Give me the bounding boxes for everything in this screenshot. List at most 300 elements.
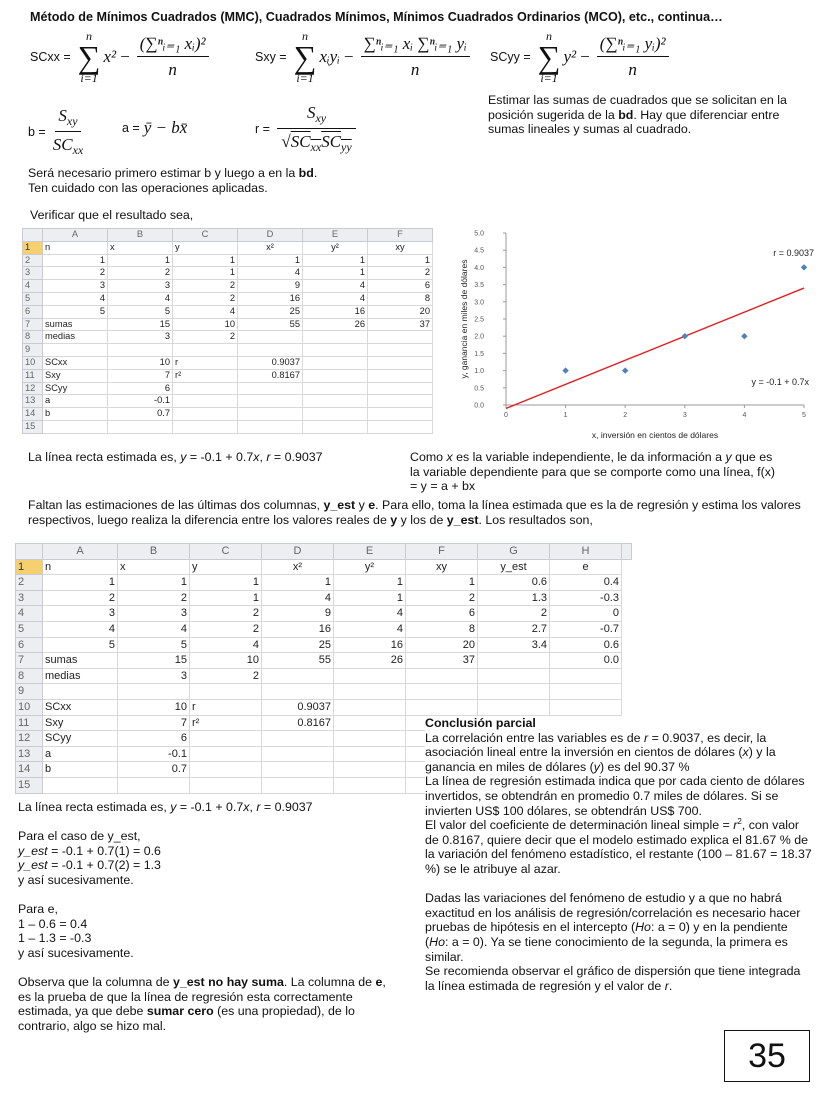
column-header[interactable]: B: [108, 229, 173, 242]
y-tick-label: 2.5: [474, 316, 484, 324]
column-header[interactable]: C: [173, 229, 238, 242]
cell[interactable]: [43, 420, 108, 433]
cell[interactable]: 2: [118, 590, 190, 606]
expression: ȳ − bx̄: [143, 118, 188, 137]
x-tick-label: 1: [563, 412, 568, 419]
text-segment: r: [256, 800, 261, 814]
column-header[interactable]: F: [406, 544, 478, 560]
cell[interactable]: medias: [43, 331, 108, 344]
cell[interactable]: 3: [43, 280, 108, 293]
row-number[interactable]: 9: [23, 344, 43, 357]
cell[interactable]: [190, 684, 262, 700]
cell[interactable]: 16: [303, 305, 368, 318]
cell[interactable]: [238, 395, 303, 408]
numerator: (∑ⁿᵢ₌₁ xᵢ)²: [137, 34, 209, 57]
cell[interactable]: xy: [406, 559, 478, 575]
cell[interactable]: [190, 746, 262, 762]
cell[interactable]: r²: [190, 715, 262, 731]
cell[interactable]: 37: [406, 653, 478, 669]
text-segment: 1 – 0.6 = 0.4: [18, 916, 88, 931]
cell[interactable]: 4: [173, 305, 238, 318]
text-segment: .: [668, 978, 673, 993]
cell[interactable]: r: [190, 699, 262, 715]
cell[interactable]: y²: [303, 241, 368, 254]
formula-scyy: [490, 30, 672, 84]
cell[interactable]: [478, 699, 550, 715]
cell[interactable]: 0.9037: [238, 356, 303, 369]
cell[interactable]: 16: [238, 292, 303, 305]
cell[interactable]: 0.7: [118, 762, 190, 778]
cell[interactable]: 3: [43, 606, 118, 622]
filler: [622, 559, 632, 575]
fraction: [361, 34, 470, 80]
cell[interactable]: [173, 408, 238, 421]
cell[interactable]: [303, 408, 368, 421]
row-number[interactable]: 4: [16, 606, 43, 622]
numerator: [55, 106, 80, 132]
row-number[interactable]: 7: [16, 653, 43, 669]
cell[interactable]: [334, 731, 406, 747]
cell[interactable]: SCxx: [43, 699, 118, 715]
cell[interactable]: 20: [368, 305, 433, 318]
cell[interactable]: 1: [238, 254, 303, 267]
cell[interactable]: 2: [173, 280, 238, 293]
cell[interactable]: [368, 344, 433, 357]
cell[interactable]: n: [43, 559, 118, 575]
cell[interactable]: [190, 762, 262, 778]
cell[interactable]: 1.3: [478, 590, 550, 606]
cell[interactable]: 1: [334, 575, 406, 591]
cell[interactable]: y²: [334, 559, 406, 575]
cell[interactable]: [108, 344, 173, 357]
cell[interactable]: n: [43, 241, 108, 254]
cell[interactable]: [303, 395, 368, 408]
numerator: [277, 103, 356, 129]
cell[interactable]: 4: [303, 280, 368, 293]
trendline-equation: y = -0.1 + 0.7x: [751, 377, 809, 387]
cell[interactable]: [118, 777, 190, 793]
row-number[interactable]: 11: [16, 715, 43, 731]
cell[interactable]: [334, 699, 406, 715]
row-number[interactable]: 10: [16, 699, 43, 715]
column-header[interactable]: E: [303, 229, 368, 242]
cell[interactable]: 5: [43, 637, 118, 653]
cell[interactable]: a: [43, 746, 118, 762]
row-number[interactable]: 13: [16, 746, 43, 762]
cell[interactable]: [108, 420, 173, 433]
cell[interactable]: 4: [43, 292, 108, 305]
column-header[interactable]: B: [118, 544, 190, 560]
subscript: yy: [341, 140, 352, 154]
cell[interactable]: 5: [108, 305, 173, 318]
cell[interactable]: r: [173, 356, 238, 369]
cell[interactable]: 0.9037: [262, 699, 334, 715]
cell[interactable]: 1: [262, 575, 334, 591]
cell[interactable]: e: [550, 559, 622, 575]
cell[interactable]: [303, 356, 368, 369]
cell[interactable]: [173, 420, 238, 433]
filler: [622, 621, 632, 637]
cell[interactable]: 26: [334, 653, 406, 669]
cell[interactable]: [303, 369, 368, 382]
row-number[interactable]: 3: [23, 267, 43, 280]
cell[interactable]: 0.8167: [262, 715, 334, 731]
estimated-line-text: [28, 450, 398, 465]
text-segment: . Los resultados son,: [478, 512, 593, 527]
cell[interactable]: 8: [368, 292, 433, 305]
cell[interactable]: 3: [118, 606, 190, 622]
cell[interactable]: [118, 684, 190, 700]
column-header[interactable]: H: [550, 544, 622, 560]
cell[interactable]: [368, 395, 433, 408]
row-number[interactable]: 7: [23, 318, 43, 331]
column-header[interactable]: C: [190, 544, 262, 560]
cell[interactable]: 5: [43, 305, 108, 318]
cell[interactable]: [368, 369, 433, 382]
cell[interactable]: 16: [262, 621, 334, 637]
denominator: n: [410, 60, 420, 79]
row-number[interactable]: 6: [16, 637, 43, 653]
cell[interactable]: 1: [43, 254, 108, 267]
cell[interactable]: [368, 420, 433, 433]
cell[interactable]: [334, 668, 406, 684]
cell[interactable]: 4: [43, 621, 118, 637]
cell[interactable]: 1: [173, 267, 238, 280]
row-number[interactable]: 9: [16, 684, 43, 700]
cell[interactable]: 6: [368, 280, 433, 293]
cell[interactable]: 10: [118, 699, 190, 715]
paragraph: [18, 931, 394, 946]
cell[interactable]: 0.6: [478, 575, 550, 591]
cell[interactable]: 3: [108, 331, 173, 344]
y-tick-label: 0.0: [474, 402, 484, 410]
paragraph: [425, 964, 813, 993]
row-number[interactable]: 4: [23, 280, 43, 293]
cell[interactable]: [173, 382, 238, 395]
text-segment: y así sucesivamente.: [18, 872, 134, 887]
cell[interactable]: 4: [262, 590, 334, 606]
cell[interactable]: [334, 762, 406, 778]
cell[interactable]: [190, 777, 262, 793]
cell[interactable]: 2: [478, 606, 550, 622]
cell[interactable]: 2: [190, 668, 262, 684]
cell[interactable]: 10: [173, 318, 238, 331]
cell[interactable]: x²: [262, 559, 334, 575]
cell[interactable]: 6: [406, 606, 478, 622]
subscript: xx: [72, 143, 84, 157]
cell[interactable]: 1: [118, 575, 190, 591]
cell[interactable]: 4: [190, 637, 262, 653]
cell[interactable]: [190, 731, 262, 747]
x-axis-title: x, inversión en cientos de dólares: [591, 430, 719, 440]
text-segment: y_est no hay suma: [172, 975, 284, 990]
cell[interactable]: 16: [334, 637, 406, 653]
cell[interactable]: -0.3: [550, 590, 622, 606]
cell[interactable]: [262, 731, 334, 747]
cell[interactable]: 1: [173, 254, 238, 267]
cell[interactable]: [478, 653, 550, 669]
cell[interactable]: medias: [43, 668, 118, 684]
cell[interactable]: [173, 395, 238, 408]
cell[interactable]: 1: [334, 590, 406, 606]
text-segment: x: [446, 450, 453, 464]
cell[interactable]: [262, 762, 334, 778]
cell[interactable]: -0.1: [108, 395, 173, 408]
cell[interactable]: [478, 668, 550, 684]
cell[interactable]: [43, 344, 108, 357]
cell[interactable]: xy: [368, 241, 433, 254]
cell[interactable]: 2: [43, 267, 108, 280]
cell[interactable]: 4: [238, 267, 303, 280]
cell[interactable]: 6: [108, 382, 173, 395]
cell[interactable]: [238, 408, 303, 421]
paragraph: [28, 181, 448, 196]
cell[interactable]: [550, 684, 622, 700]
cell[interactable]: 2: [43, 590, 118, 606]
cell[interactable]: [550, 668, 622, 684]
cell[interactable]: [478, 684, 550, 700]
cell[interactable]: 25: [238, 305, 303, 318]
cell[interactable]: 55: [238, 318, 303, 331]
cell[interactable]: Sxy: [43, 715, 118, 731]
column-header-filler: [622, 544, 632, 560]
cell[interactable]: 0.4: [550, 575, 622, 591]
cell[interactable]: 9: [238, 280, 303, 293]
cell[interactable]: y: [190, 559, 262, 575]
text-segment: ) y la ganancia en miles de dólares (: [425, 745, 776, 774]
cell[interactable]: 1: [303, 267, 368, 280]
table-row: [23, 369, 433, 382]
column-header[interactable]: E: [334, 544, 406, 560]
cell[interactable]: [262, 684, 334, 700]
cell[interactable]: [238, 420, 303, 433]
text-segment: y_est: [18, 843, 48, 858]
text-segment: = 0.9037, es decir, la asociación lineal entre la inversión en cientos de dólares (: [425, 730, 767, 760]
text-segment: Faltan las estimaciones de las últimas dos columnas,: [28, 498, 324, 512]
cell[interactable]: [368, 356, 433, 369]
cell[interactable]: y_est: [478, 559, 550, 575]
cell[interactable]: [406, 668, 478, 684]
cell[interactable]: 1: [108, 254, 173, 267]
row-number[interactable]: 5: [16, 621, 43, 637]
cell[interactable]: [406, 684, 478, 700]
cell[interactable]: 3: [118, 668, 190, 684]
cell[interactable]: [303, 420, 368, 433]
row-number[interactable]: 1: [16, 559, 43, 575]
row-number[interactable]: 14: [16, 762, 43, 778]
table-row: [16, 621, 632, 637]
cell[interactable]: x: [118, 559, 190, 575]
row-number[interactable]: 2: [16, 575, 43, 591]
cell[interactable]: -0.1: [118, 746, 190, 762]
cell[interactable]: [334, 777, 406, 793]
numerator: ∑ⁿᵢ₌₁ xᵢ ∑ⁿᵢ₌₁ yᵢ: [361, 34, 470, 57]
cell[interactable]: [303, 382, 368, 395]
cell[interactable]: 1: [368, 254, 433, 267]
sigma: ∑: [293, 39, 317, 75]
cell[interactable]: [368, 331, 433, 344]
cell[interactable]: 2: [108, 267, 173, 280]
cell[interactable]: 2: [173, 331, 238, 344]
row-number[interactable]: 6: [23, 305, 43, 318]
cell[interactable]: x: [108, 241, 173, 254]
filler: [622, 653, 632, 669]
column-header[interactable]: A: [43, 544, 118, 560]
text-segment: Se recomienda observar el gráfico de dispersión que tiene integrada la línea estimada de regresión y el valor de: [425, 964, 801, 993]
paragraph: [18, 888, 394, 903]
cell[interactable]: [303, 331, 368, 344]
cell[interactable]: [262, 777, 334, 793]
cell[interactable]: 55: [262, 653, 334, 669]
cell[interactable]: [550, 699, 622, 715]
cell[interactable]: 1: [406, 575, 478, 591]
row-number[interactable]: 15: [23, 420, 43, 433]
cell[interactable]: 7: [118, 715, 190, 731]
cell[interactable]: 0.0: [550, 653, 622, 669]
filler: [622, 699, 632, 715]
cell[interactable]: 2: [190, 606, 262, 622]
table-row: [23, 331, 433, 344]
cell[interactable]: 0.7: [108, 408, 173, 421]
cell[interactable]: [334, 715, 406, 731]
partial-conclusion: [425, 716, 813, 993]
row-number[interactable]: 1: [23, 241, 43, 254]
cell[interactable]: r²: [173, 369, 238, 382]
cell[interactable]: [368, 382, 433, 395]
column-header[interactable]: D: [262, 544, 334, 560]
numerator: (∑ⁿᵢ₌₁ yᵢ)²: [597, 34, 669, 57]
cell[interactable]: 1: [190, 575, 262, 591]
cell[interactable]: a: [43, 395, 108, 408]
cell[interactable]: y: [173, 241, 238, 254]
cell[interactable]: 15: [108, 318, 173, 331]
row-number[interactable]: 10: [23, 356, 43, 369]
cell[interactable]: 8: [406, 621, 478, 637]
row-number[interactable]: 15: [16, 777, 43, 793]
cell[interactable]: SCxx: [43, 356, 108, 369]
estimate-note: [488, 93, 818, 137]
cell[interactable]: 4: [118, 621, 190, 637]
column-header[interactable]: G: [478, 544, 550, 560]
cell[interactable]: 2: [406, 590, 478, 606]
text-segment: x: [742, 745, 749, 760]
cell[interactable]: [406, 699, 478, 715]
page-title: Método de Mínimos Cuadrados (MMC), Cuadrados Mínimos, Mínimos Cuadrados Ordinarios (MCO), etc., continua…: [30, 10, 723, 24]
cell[interactable]: 3: [108, 280, 173, 293]
cell[interactable]: [238, 382, 303, 395]
cell[interactable]: SCyy: [43, 382, 108, 395]
cell[interactable]: [262, 746, 334, 762]
select-all-corner[interactable]: [23, 229, 43, 242]
cell[interactable]: 3.4: [478, 637, 550, 653]
cell[interactable]: 0.8167: [238, 369, 303, 382]
cell[interactable]: [303, 344, 368, 357]
text-segment: y_est: [18, 858, 48, 873]
cell[interactable]: 15: [118, 653, 190, 669]
cell[interactable]: 25: [262, 637, 334, 653]
paragraph: [425, 818, 813, 876]
cell[interactable]: 1: [190, 590, 262, 606]
cell[interactable]: 5: [118, 637, 190, 653]
cell[interactable]: [334, 684, 406, 700]
cell[interactable]: b: [43, 408, 108, 421]
row-number[interactable]: 8: [16, 668, 43, 684]
row-number[interactable]: 14: [23, 408, 43, 421]
symbol: S: [58, 106, 67, 125]
cell[interactable]: 6: [118, 731, 190, 747]
cell[interactable]: [238, 331, 303, 344]
cell[interactable]: 0.6: [550, 637, 622, 653]
cell[interactable]: [43, 777, 118, 793]
cell[interactable]: 20: [406, 637, 478, 653]
cell[interactable]: Sxy: [43, 369, 108, 382]
row-number[interactable]: 12: [16, 731, 43, 747]
cell[interactable]: 0: [550, 606, 622, 622]
table-row: [23, 267, 433, 280]
spreadsheet-summary: [22, 228, 433, 434]
cell[interactable]: 10: [190, 653, 262, 669]
cell[interactable]: [368, 408, 433, 421]
cell[interactable]: 2: [173, 292, 238, 305]
table-row: [23, 356, 433, 369]
column-header[interactable]: D: [238, 229, 303, 242]
table-row: [23, 408, 433, 421]
cell[interactable]: 4: [334, 621, 406, 637]
cell[interactable]: 9: [262, 606, 334, 622]
cell[interactable]: 2.7: [478, 621, 550, 637]
row-number[interactable]: 3: [16, 590, 43, 606]
row-number[interactable]: 2: [23, 254, 43, 267]
cell[interactable]: 2: [190, 621, 262, 637]
cell[interactable]: [173, 344, 238, 357]
row-number[interactable]: 11: [23, 369, 43, 382]
cell[interactable]: [334, 746, 406, 762]
row-number[interactable]: 12: [23, 382, 43, 395]
missing-columns-text: [28, 498, 818, 527]
filler: [622, 575, 632, 591]
cell[interactable]: 26: [303, 318, 368, 331]
cell[interactable]: x²: [238, 241, 303, 254]
select-all-corner[interactable]: [16, 544, 43, 560]
column-header[interactable]: A: [43, 229, 108, 242]
cell[interactable]: [43, 684, 118, 700]
cell[interactable]: 10: [108, 356, 173, 369]
row-number[interactable]: 5: [23, 292, 43, 305]
row-number[interactable]: 13: [23, 395, 43, 408]
cell[interactable]: 1: [43, 575, 118, 591]
cell[interactable]: 4: [108, 292, 173, 305]
cell[interactable]: 37: [368, 318, 433, 331]
cell[interactable]: SCyy: [43, 731, 118, 747]
formula-scxx: [30, 30, 212, 84]
row-number[interactable]: 8: [23, 331, 43, 344]
cell[interactable]: b: [43, 762, 118, 778]
cell[interactable]: [238, 344, 303, 357]
cell[interactable]: -0.7: [550, 621, 622, 637]
column-header[interactable]: F: [368, 229, 433, 242]
explanation-text: [410, 450, 785, 494]
cell[interactable]: sumas: [43, 653, 118, 669]
cell[interactable]: 4: [334, 606, 406, 622]
cell[interactable]: 4: [303, 292, 368, 305]
cell[interactable]: 2: [368, 267, 433, 280]
cell[interactable]: 1: [303, 254, 368, 267]
text-segment: sumar cero: [146, 1004, 214, 1019]
text-segment: La línea de regresión estimada indica que por cada ciento de dólares invertidos, se obtendrán en promedio 0.7 miles de dólares. Si se invierten US$ 100 dólares, se obtendrán US$ 700.: [425, 774, 805, 818]
cell[interactable]: sumas: [43, 318, 108, 331]
cell[interactable]: 7: [108, 369, 173, 382]
cell[interactable]: [262, 668, 334, 684]
